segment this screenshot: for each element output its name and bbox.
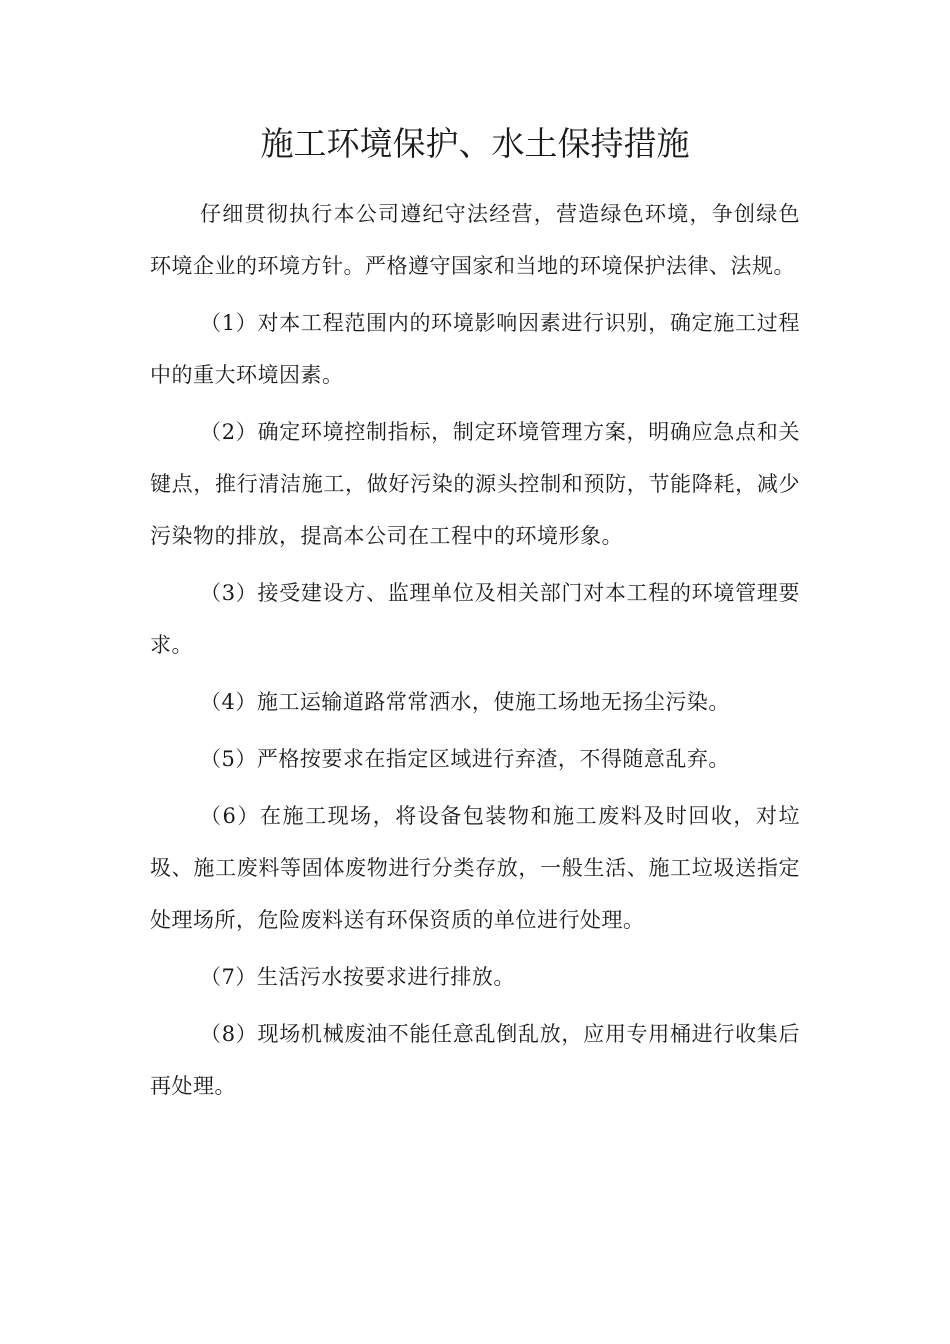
paragraph-item-4: （4）施工运输道路常常洒水，使施工场地无扬尘污染。: [200, 690, 730, 714]
document-body: [150, 188, 800, 1117]
paragraph-item-6: （6）在施工现场，将设备包装物和施工废料及时回收，对垃圾、施工废料等固体废物进行分类存放，一般生活、施工垃圾送指定处理场所，危险废料送有环保资质的单位进行处理。: [150, 804, 800, 932]
paragraph-item-7: （7）生活污水按要求进行排放。: [200, 965, 515, 989]
paragraph-item-5: （5）严格按要求在指定区域进行弃渣，不得随意乱弃。: [200, 747, 730, 771]
paragraph-item-8: （8）现场机械废油不能任意乱倒乱放，应用专用桶进行收集后再处理。: [150, 1022, 800, 1098]
paragraph-intro: 仔细贯彻执行本公司遵纪守法经营，营造绿色环境，争创绿色环境企业的环境方针。严格遵守国家和当地的环境保护法律、法规。: [150, 202, 800, 278]
paragraph-item-3: （3）接受建设方、监理单位及相关部门对本工程的环境管理要求。: [150, 581, 800, 657]
paragraph-item-2: （2）确定环境控制指标，制定环境管理方案，明确应急点和关键点，推行清洁施工，做好污染的源头控制和预防，节能降耗，减少污染物的排放，提高本公司在工程中的环境形象。: [150, 420, 800, 548]
paragraph-item-1: （1）对本工程范围内的环境影响因素进行识别，确定施工过程中的重大环境因素。: [150, 311, 800, 387]
document-title: 施工环境保护、水土保持措施: [260, 124, 690, 163]
